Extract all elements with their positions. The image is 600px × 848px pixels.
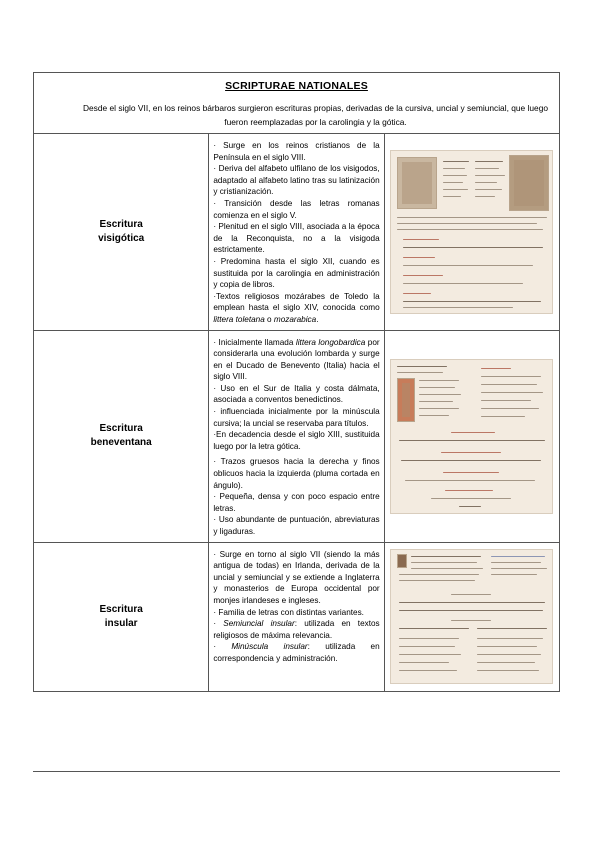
bullet-item: · influenciada inicialmente por la minúscula cursiva; la uncial se reservaba para títulos.: [213, 407, 380, 428]
beneventan-script-sample-image: [390, 359, 553, 514]
intro-text: Desde el siglo VII, en los reinos bárbaros surgieron escrituras propias, derivadas de la cursiva, uncial y semiuncial, que luego fueron reemplazadas por la carolingia y la gótica.: [82, 103, 549, 127]
bullet-item: · Semiuncial insular: utilizada en textos religiosos de máxima relevancia.: [213, 619, 380, 640]
script-description: [209, 542, 384, 691]
bullet-item: · Minúscula insular: utilizada en correspondencia y administración.: [213, 642, 380, 663]
bullet-item: · Predomina hasta el siglo XII, cuando es sustituida por la carolingia en administración y copia de libros.: [213, 256, 380, 290]
scripturae-table: [33, 72, 560, 692]
bullet-item: ·Textos religiosos mozárabes de Toledo la emplean hasta el siglo XIV, conocida como littera toletana o mozarabica.: [213, 291, 380, 324]
bullet-item: · Transición desde las letras romanas comienza en el siglo V.: [213, 198, 380, 220]
bullet-item: · Pequeña, densa y con poco espacio entre letras.: [213, 492, 380, 513]
insular-script-sample-image: [390, 549, 553, 684]
bullet-item: · Deriva del alfabeto ulfilano de los visigodos, adaptado al alfabeto latino tras su latinización y cristianización.: [213, 164, 380, 197]
script-name-visigothic: Escritura visigótica: [34, 134, 209, 331]
script-name-beneventan: Escritura beneventana: [34, 330, 209, 542]
script-description: [209, 330, 384, 542]
bullet-item: · Uso en el Sur de Italia y costa dálmata, asociada a conventos benedictinos.: [213, 383, 380, 405]
script-description: [209, 134, 384, 331]
bullet-item: · Uso abundante de puntuación, abreviaturas y ligaduras.: [213, 515, 380, 536]
bullet-item: · Plenitud en el siglo VIII, asociada a la época de la Reconquista, no a la visigoda estrictamente.: [213, 222, 380, 255]
bullet-item: · Trazos gruesos hacia la derecha y finos oblicuos hacia la izquierda (pluma cortada en ángulo).: [213, 457, 380, 490]
table-row: [34, 330, 560, 542]
bullet-item: · Surge en torno al siglo VII (siendo la más antigua de todas) en Irlanda, derivada de la uncial y semiuncial y se extiende a Inglaterra y monasterios de Europa occidental por monjes irlandeses e ingleses.: [213, 549, 380, 605]
bullet-item: ·En decadencia desde el siglo XIII, sustituida luego por la letra gótica.: [213, 430, 380, 451]
visigothic-script-sample-image: [390, 150, 553, 314]
bullet-item: · Familia de letras con distintas variantes.: [213, 607, 364, 617]
table-row: [34, 542, 560, 691]
bullet-item: · Surge en los reinos cristianos de la Península en el siglo VIII.: [213, 141, 380, 162]
bullet-item: · Inicialmente llamada littera longobardica por considerarla una evolución lombarda y surge en el Ducado de Benevento (Italia) hacia el siglo VIII.: [213, 337, 380, 382]
page-title: SCRIPTURAE NATIONALES: [225, 80, 368, 92]
table-row: [34, 134, 560, 331]
table-header: [34, 73, 560, 134]
footer-divider: [33, 771, 560, 772]
script-name-insular: Escritura insular: [34, 542, 209, 691]
